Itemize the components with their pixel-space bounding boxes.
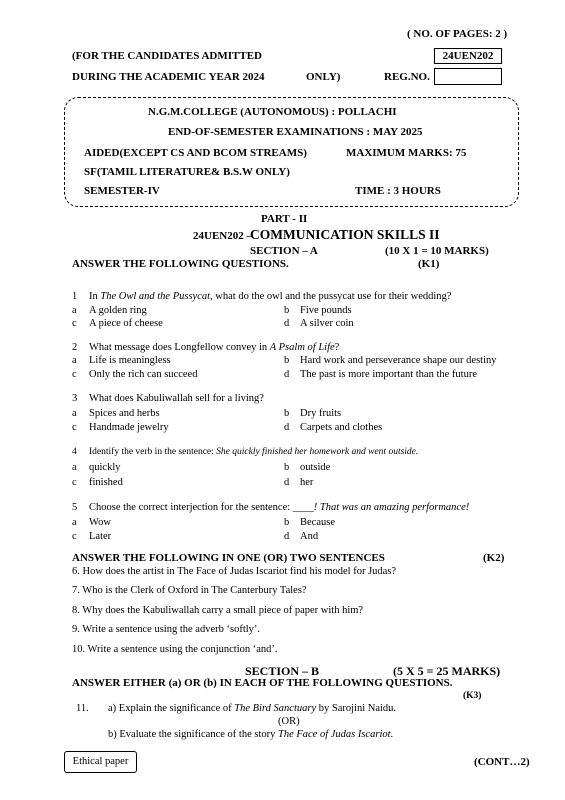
option-letter: b: [284, 305, 290, 316]
question-10: 10. Write a sentence using the conjunction ‘and’.: [72, 644, 278, 655]
question-text-part: Identify the verb in the sentence:: [89, 447, 217, 457]
question-text-part: , what do the owl and the pussycat use for their wedding?: [210, 291, 452, 302]
semester: SEMESTER-IV: [84, 185, 160, 197]
option-text: Hard work and perseverance shape our destiny: [300, 355, 497, 366]
k3-label: (K3): [463, 691, 482, 701]
option-text: her: [300, 477, 314, 488]
part-label: PART - II: [261, 213, 308, 225]
option-letter: d: [284, 369, 290, 380]
option-letter: c: [72, 369, 77, 380]
course-code-box: [434, 48, 502, 64]
option-letter: a: [72, 355, 77, 366]
option-text: Carpets and clothes: [300, 422, 383, 433]
aided-streams: AIDED(EXCEPT CS AND BCOM STREAMS): [84, 147, 307, 159]
exam-title: END-OF-SEMESTER EXAMINATIONS : MAY 2025: [168, 126, 423, 138]
option-text: Because: [300, 517, 335, 528]
ethical-paper-box: [64, 751, 137, 773]
question-text: [89, 342, 339, 353]
question-11b: [108, 729, 393, 740]
option-letter: d: [284, 477, 290, 488]
question-9: 9. Write a sentence using the adverb ‘softly’.: [72, 624, 261, 635]
or-label: (OR): [278, 716, 300, 727]
question-text-part: In: [89, 291, 101, 302]
option-text: A silver coin: [300, 318, 354, 329]
option-text: Only the rich can succeed: [89, 369, 198, 380]
question-number: 2: [72, 342, 78, 353]
option-text: Spices and herbs: [89, 408, 160, 419]
short-answer-heading: ANSWER THE FOLLOWING IN ONE (OR) TWO SENTENCES: [72, 552, 385, 564]
question-text-part: by Sarojini Naidu.: [316, 703, 397, 714]
page-count: ( NO. OF PAGES: 2 ): [407, 28, 508, 40]
question-sentence-italic: She quickly finished her homework and went outside.: [216, 447, 419, 457]
option-letter: b: [284, 408, 290, 419]
option-text: finished: [89, 477, 123, 488]
question-number: 5: [72, 502, 78, 513]
option-letter: a: [72, 408, 77, 419]
option-letter: c: [72, 318, 77, 329]
reg-no-label: REG.NO.: [384, 71, 430, 83]
question-text: [89, 291, 451, 302]
section-a-instruction: ANSWER THE FOLLOWING QUESTIONS.: [72, 258, 289, 270]
option-text: quickly: [89, 462, 121, 473]
question-title-italic: The Face of Judas Iscariot: [277, 729, 391, 740]
option-letter: b: [284, 517, 290, 528]
only-label: ONLY): [306, 71, 341, 83]
question-number: 4: [72, 447, 77, 457]
question-11-number: 11.: [76, 703, 89, 714]
option-letter: d: [284, 422, 290, 433]
option-letter: a: [72, 517, 77, 528]
question-6: 6. How does the artist in The Face of Judas Iscariot find his model for Judas?: [72, 566, 397, 577]
question-text-part: Choose the correct interjection for the sentence: ____: [89, 502, 314, 513]
reg-no-field[interactable]: [434, 68, 502, 85]
option-letter: b: [284, 462, 290, 473]
question-text-part: .: [390, 729, 394, 740]
question-number: 1: [72, 291, 78, 302]
question-text-part: ?: [334, 342, 340, 353]
question-text-part: What message does Longfellow convey in: [89, 342, 270, 353]
option-letter: d: [284, 318, 290, 329]
option-text: And: [300, 531, 319, 542]
question-text-part: b) Evaluate the significance of the story: [108, 729, 278, 740]
question-title-italic: The Owl and the Pussycat: [100, 291, 211, 302]
option-text: A piece of cheese: [89, 318, 163, 329]
option-text: The past is more important than the future: [300, 369, 477, 380]
question-7: 7. Who is the Clerk of Oxford in The Canterbury Tales?: [72, 585, 307, 596]
continued-label: (CONT…2): [474, 756, 530, 768]
option-text: Wow: [89, 517, 111, 528]
option-text: Handmade jewelry: [89, 422, 169, 433]
time: TIME : 3 HOURS: [355, 185, 441, 197]
section-a-title: SECTION – A: [250, 245, 318, 257]
question-title-italic: A Psalm of Life: [269, 342, 335, 353]
question-text-part: What does Kabuliwallah sell for a living?: [89, 393, 264, 404]
course-code: 24UEN202: [442, 50, 494, 62]
paper-title: COMMUNICATION SKILLS II: [250, 227, 440, 242]
option-letter: a: [72, 462, 77, 473]
maximum-marks: MAXIMUM MARKS: 75: [346, 147, 467, 159]
college-name: N.G.M.COLLEGE (AUTONOMOUS) : POLLACHI: [148, 106, 397, 118]
option-text: Five pounds: [300, 305, 352, 316]
option-letter: a: [72, 305, 77, 316]
option-text: A golden ring: [89, 305, 147, 316]
option-text: outside: [300, 462, 331, 473]
option-letter: c: [72, 477, 77, 488]
question-text-part: a) Explain the significance of: [108, 703, 235, 714]
k2-label: (K2): [483, 552, 505, 564]
candidates-line-2: DURING THE ACADEMIC YEAR 2024: [72, 71, 265, 83]
sf-streams: SF(TAMIL LITERATURE& B.S.W ONLY): [84, 166, 290, 178]
option-letter: c: [72, 422, 77, 433]
ethical-paper-label: Ethical paper: [72, 756, 129, 767]
question-number: 3: [72, 393, 78, 404]
option-text: Dry fruits: [300, 408, 342, 419]
k1-label: (K1): [418, 258, 440, 270]
question-sentence-italic: ! That was an amazing performance!: [313, 502, 470, 513]
question-title-italic: The Bird Sanctuary: [234, 703, 317, 714]
question-8: 8. Why does the Kabuliwallah carry a small piece of paper with him?: [72, 605, 364, 616]
candidates-line-1: (FOR THE CANDIDATES ADMITTED: [72, 50, 262, 62]
option-letter: c: [72, 531, 77, 542]
option-text: Life is meaningless: [89, 355, 171, 366]
section-a-marks: (10 X 1 = 10 MARKS): [385, 245, 489, 257]
question-text: [89, 502, 469, 513]
question-text: [89, 447, 418, 457]
option-text: Later: [89, 531, 112, 542]
section-b-title: SECTION – B: [245, 664, 320, 678]
question-11a: [108, 703, 396, 714]
option-letter: b: [284, 355, 290, 366]
section-b-instruction: ANSWER EITHER (a) OR (b) IN EACH OF THE FOLLOWING QUESTIONS.: [72, 677, 453, 689]
option-letter: d: [284, 531, 290, 542]
section-b-marks: (5 X 5 = 25 MARKS): [393, 664, 501, 678]
question-text: [89, 393, 264, 404]
paper-code: 24UEN202 –: [193, 230, 252, 242]
